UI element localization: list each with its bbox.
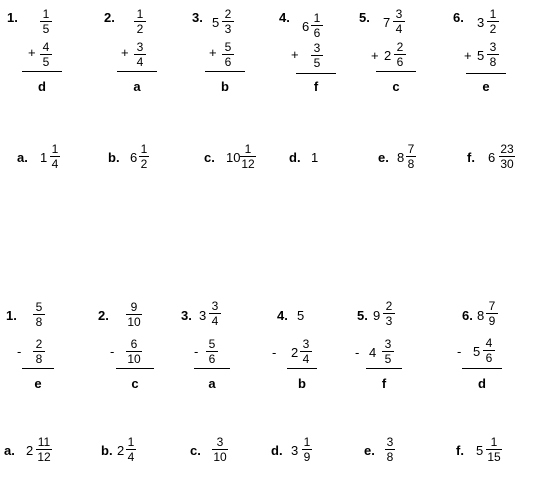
top-fraction (222, 8, 234, 35)
numerator: 3 (313, 41, 321, 55)
numerator: 1 (313, 11, 321, 25)
denominator: 3 (385, 314, 393, 328)
bottom-fraction (40, 41, 52, 68)
choice-letter: f. (467, 150, 475, 165)
whole-number: 5 (212, 15, 220, 30)
answer-rule (287, 368, 317, 369)
answer-letter: d (478, 376, 486, 391)
numerator: 3 (384, 337, 392, 351)
numerator: 4 (485, 336, 493, 350)
whole-number: 10 (226, 150, 241, 165)
answer-rule (462, 368, 502, 369)
numerator: 3 (489, 40, 497, 54)
answer-letter: c (392, 79, 400, 94)
whole-number: 5 (476, 443, 484, 458)
top-fraction (40, 8, 52, 35)
numerator: 2 (396, 40, 404, 54)
answer-rule (376, 71, 416, 72)
whole-number: 6 (130, 150, 138, 165)
numerator: 5 (35, 300, 43, 314)
denominator: 8 (386, 450, 394, 464)
choice-fraction (126, 436, 136, 463)
numerator: 7 (488, 299, 496, 313)
top-fraction (134, 8, 146, 35)
top-fraction (126, 301, 142, 328)
whole-number: 9 (373, 308, 381, 323)
denominator: 5 (313, 56, 321, 70)
whole-number: 8 (477, 308, 485, 323)
answer-letter: e (482, 79, 490, 94)
numerator: 1 (127, 435, 135, 449)
choice-letter: c. (190, 443, 201, 458)
answer-rule (22, 71, 62, 72)
denominator: 5 (384, 352, 392, 366)
answer-letter: b (298, 376, 306, 391)
numerator: 1 (303, 435, 311, 449)
choice-letter: a. (4, 443, 15, 458)
bottom-fraction (394, 41, 406, 68)
numerator: 7 (407, 142, 415, 156)
denominator: 4 (136, 55, 144, 69)
whole-number: 3 (199, 308, 207, 323)
answer-letter: c (131, 376, 139, 391)
top-fraction (383, 300, 395, 327)
top-fraction (311, 12, 323, 39)
top-fraction (209, 300, 221, 327)
operator: - (110, 344, 115, 359)
denominator: 15 (487, 450, 501, 464)
numerator: 2 (35, 337, 43, 351)
numerator: 2 (224, 7, 232, 21)
top-fraction (393, 8, 405, 35)
choice-fraction (385, 436, 395, 463)
numerator: 11 (37, 435, 51, 449)
answer-letter: a (133, 79, 141, 94)
whole-number: 7 (383, 15, 391, 30)
choice-fraction (36, 436, 52, 463)
numerator: 3 (395, 7, 403, 21)
problem-label: 6. (462, 308, 473, 323)
choice-letter: e. (364, 443, 375, 458)
operator: - (355, 345, 360, 360)
numerator: 3 (302, 337, 310, 351)
choice-letter: b. (108, 150, 120, 165)
numerator: 1 (42, 7, 50, 21)
denominator: 9 (303, 450, 311, 464)
denominator: 10 (127, 315, 141, 329)
denominator: 9 (488, 314, 496, 328)
operator: + (121, 45, 129, 60)
numerator: 3 (216, 435, 224, 449)
numerator: 1 (489, 7, 497, 21)
choice-letter: c. (204, 150, 215, 165)
answer-letter: b (221, 79, 229, 94)
choice-letter: f. (456, 443, 464, 458)
numerator: 1 (51, 142, 59, 156)
denominator: 2 (140, 157, 148, 171)
denominator: 30 (500, 157, 514, 171)
denominator: 4 (211, 314, 219, 328)
answer-letter: f (381, 376, 387, 391)
denominator: 2 (136, 22, 144, 36)
denominator: 10 (213, 450, 227, 464)
denominator: 4 (395, 22, 403, 36)
choice-fraction (50, 143, 60, 170)
problem-label: 4. (279, 10, 290, 25)
bottom-fraction (487, 41, 499, 68)
denominator: 3 (224, 22, 232, 36)
answer-rule (296, 73, 336, 74)
operator: + (291, 47, 299, 62)
numerator: 6 (130, 337, 138, 351)
denominator: 8 (35, 352, 43, 366)
bottom-fraction (134, 41, 146, 68)
operator: - (457, 344, 462, 359)
top-fraction (486, 300, 498, 327)
choice-fraction (486, 436, 502, 463)
denominator: 4 (302, 352, 310, 366)
denominator: 8 (489, 55, 497, 69)
numerator: 9 (130, 300, 138, 314)
choice-letter: d. (271, 443, 283, 458)
choice-fraction (302, 436, 312, 463)
whole-number: 2 (291, 345, 299, 360)
problem-label: 5. (357, 308, 368, 323)
answer-letter: d (38, 79, 46, 94)
operator: - (194, 344, 199, 359)
choice-fraction (212, 436, 228, 463)
problem-label: 1. (6, 308, 17, 323)
denominator: 2 (489, 22, 497, 36)
answer-rule (22, 368, 54, 369)
problem-label: 4. (277, 308, 288, 323)
whole-number: 4 (369, 345, 377, 360)
numerator: 1 (136, 7, 144, 21)
top-fraction (487, 8, 499, 35)
answer-letter: e (34, 376, 42, 391)
bottom-fraction (126, 338, 142, 365)
whole-number: 1 (311, 150, 319, 165)
bottom-fraction (382, 338, 394, 365)
denominator: 8 (407, 157, 415, 171)
whole-number: 6 (302, 19, 310, 34)
operator: + (464, 48, 472, 63)
denominator: 6 (208, 352, 216, 366)
top-fraction (33, 301, 45, 328)
whole-number: 2 (384, 48, 392, 63)
problem-label: 2. (104, 10, 115, 25)
choice-fraction (499, 143, 515, 170)
whole-number: 2 (117, 443, 125, 458)
numerator: 23 (500, 142, 514, 156)
problem-label: 6. (453, 10, 464, 25)
numerator: 1 (244, 142, 252, 156)
operator: + (209, 45, 217, 60)
whole-number: 3 (477, 15, 485, 30)
denominator: 6 (313, 26, 321, 40)
whole-number: 1 (40, 150, 48, 165)
choice-letter: e. (378, 150, 389, 165)
problem-label: 3. (181, 308, 192, 323)
numerator: 5 (224, 40, 232, 54)
choice-fraction (139, 143, 149, 170)
numerator: 3 (211, 299, 219, 313)
answer-rule (117, 71, 157, 72)
choice-fraction (240, 143, 256, 170)
whole-number: 5 (473, 344, 481, 359)
answer-rule (205, 71, 245, 72)
numerator: 1 (140, 142, 148, 156)
operator: + (28, 45, 36, 60)
denominator: 4 (127, 450, 135, 464)
denominator: 12 (37, 450, 51, 464)
answer-rule (366, 368, 402, 369)
bottom-fraction (300, 338, 312, 365)
bottom-fraction (206, 338, 218, 365)
denominator: 5 (42, 22, 50, 36)
problem-label: 1. (7, 10, 18, 25)
whole-number: 5 (297, 308, 305, 323)
whole-number: 5 (477, 48, 485, 63)
bottom-fraction (311, 42, 323, 69)
denominator: 8 (35, 315, 43, 329)
problem-label: 3. (192, 10, 203, 25)
answer-letter: f (313, 79, 319, 94)
operator: + (371, 48, 379, 63)
denominator: 6 (485, 351, 493, 365)
denominator: 4 (51, 157, 59, 171)
answer-rule (466, 73, 506, 74)
denominator: 10 (127, 352, 141, 366)
numerator: 2 (385, 299, 393, 313)
numerator: 4 (42, 40, 50, 54)
choice-letter: b. (101, 443, 113, 458)
bottom-fraction (483, 337, 495, 364)
numerator: 5 (208, 337, 216, 351)
choice-letter: a. (17, 150, 28, 165)
answer-letter: a (208, 376, 216, 391)
whole-number: 6 (488, 150, 496, 165)
denominator: 5 (42, 55, 50, 69)
denominator: 12 (241, 157, 255, 171)
denominator: 6 (224, 55, 232, 69)
bottom-fraction (33, 338, 45, 365)
choice-letter: d. (289, 150, 301, 165)
answer-rule (194, 368, 230, 369)
answer-rule (116, 368, 154, 369)
problem-label: 2. (98, 308, 109, 323)
operator: - (272, 345, 277, 360)
numerator: 3 (386, 435, 394, 449)
operator: - (17, 344, 22, 359)
whole-number: 3 (291, 443, 299, 458)
whole-number: 8 (397, 150, 405, 165)
numerator: 3 (136, 40, 144, 54)
choice-fraction (406, 143, 416, 170)
whole-number: 2 (26, 443, 34, 458)
problem-label: 5. (359, 10, 370, 25)
denominator: 6 (396, 55, 404, 69)
numerator: 1 (490, 435, 498, 449)
bottom-fraction (222, 41, 234, 68)
